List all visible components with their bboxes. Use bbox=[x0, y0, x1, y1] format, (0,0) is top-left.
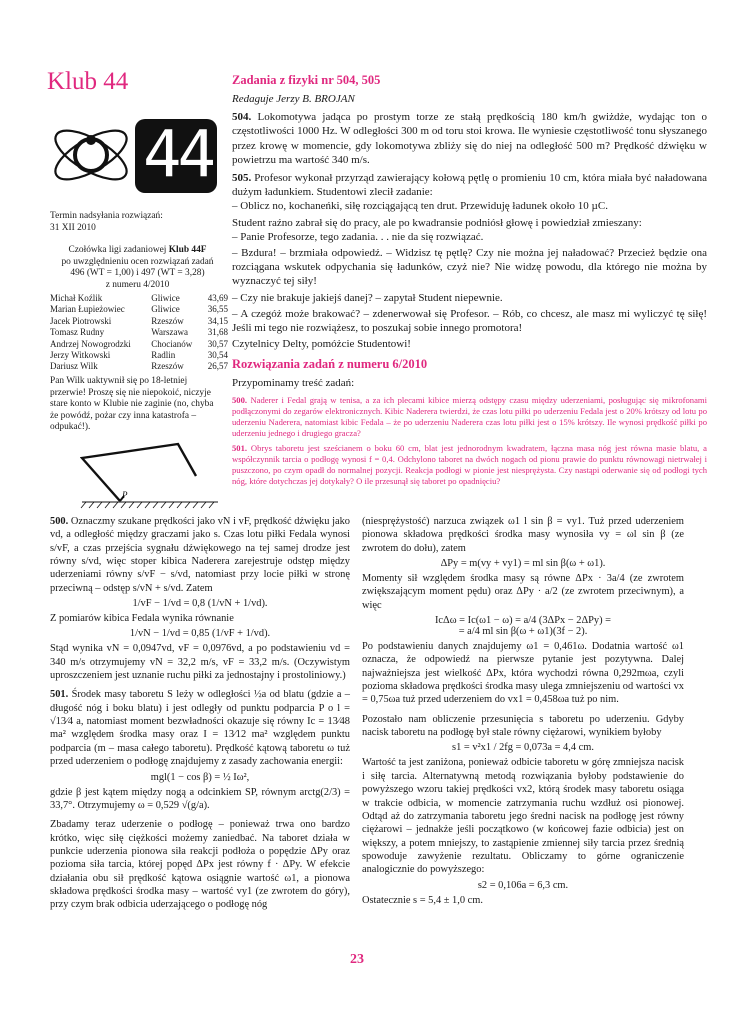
problems-heading: Zadania z fizyki nr 504, 505 bbox=[232, 73, 381, 87]
page-number: 23 bbox=[350, 952, 364, 967]
problem-505-line: – A czegóż może brakować? – zdenerwował się Profesor. – Rób, co chcesz, ale masz mi wyliczyć tę siłę! Jeśli mi tego nie rozwiążesz, to poszukaj sobie innego promotora! bbox=[232, 307, 707, 335]
answer-501-para3: Zbadamy teraz uderzenie o podłogę – ponieważ trwa ono bardzo krótko, więc siłę ciężkości możemy zaniedbać. Na taboret działa w punkcie uderzenia pionowa siła reakcji podłoża o popędzie ΔPy oraz pozioma siła tarcia, której popęd ΔPx jest równy f · ΔPy. W efekcie działania obu sił prędkość kątowa osiągnie wartość ω1, a pionowa składowa prędkości środka masy – wartość vy1 (ze zwrotem do góry), przy czym brak odbicia uderzającego o podłogę nóg bbox=[50, 819, 350, 911]
problem-505-line: – Panie Profesorze, tego zadania. . . nie da się rozwiązać. bbox=[232, 230, 484, 243]
answer-500-mid: Z pomiarów kibica Fedala wynika równanie bbox=[50, 613, 234, 625]
answer-500-para2: Stąd wynika vN = 0,0947vd, vF = 0,0976vd, a po podstawieniu vd = 340 m/s otrzymujemy vN = 32,2 m/s, vF = 33,2 m/s. (Oczywistym uproszczeniem jest uznanie ruchu piłki za jednostajny i prostoliniowy.) bbox=[50, 643, 350, 682]
deadline-date: 31 XII 2010 bbox=[50, 222, 96, 233]
equation: ΔPy = m(vy + vy1) = ml sin β(ω + ω1). bbox=[440, 558, 606, 570]
ranking-row bbox=[50, 339, 228, 350]
recall-500-number: 500. bbox=[232, 394, 248, 405]
deadline-block bbox=[50, 211, 225, 234]
logo-number: 44 bbox=[143, 118, 213, 192]
ranking-score: 36,55 bbox=[207, 304, 228, 315]
ranking-name: Jacek Piotrowski bbox=[50, 315, 112, 326]
ranking-name: Michał Koźlik bbox=[50, 293, 103, 303]
answer-501-para2: gdzie β jest kątem między nogą a odcinkiem SP, równym arctg(2/3) = 33,7°. Otrzymujemy ω = 0,529 √(g/a). bbox=[50, 786, 350, 811]
ranking-row bbox=[50, 350, 228, 361]
klub44-logo bbox=[49, 105, 224, 205]
answer-501-r4: Pozostało nam obliczenie przesunięcia s taboretu po uderzeniu. Gdyby nacisk taboretu na podłogę był stale równy ciężarowi, wynikiem byłoby bbox=[362, 713, 684, 739]
equation: = a/4 ml sin β(ω + ω1)(3f − 2). bbox=[458, 626, 588, 638]
recall-501-number: 501. bbox=[232, 442, 248, 453]
ranking-row bbox=[50, 293, 228, 304]
ranking-row bbox=[50, 304, 228, 315]
ranking-table bbox=[50, 293, 228, 373]
solution-left-column bbox=[50, 515, 350, 912]
league-intro bbox=[50, 245, 225, 291]
ranking-score: 43,69 bbox=[207, 293, 228, 303]
recall-500-text: Naderer i Fedal grają w tenisa, a za ich plecami kibice mierzą odstępy czasu między uderzeniami, posługując się mikrofonami podłączonymi do zegarów elektronicznych. Kibic Naderera twierdzi, że czas lotu piłki po uderzeniu Fedala jest o 20% krótszy od lotu po uderzeniu Naderera, natomiast kibic Fedala – że po uderzeniu Naderera czas lotu piłki jest o 15% krótszy. Ile wynosi prędkość piłki po uderzeniu jednego i drugiego gracza? bbox=[232, 394, 707, 438]
league-intro-line2: po uwzględnieniu ocen rozwiązań zadań bbox=[61, 256, 214, 267]
answer-501-r2: Momenty sił względem środka masy są równe ΔPx · 3a/4 (ze zwrotem zwiększającym moment pędu) oraz ΔPy · a/2 (ze zwrotem przeciwnym), a więc bbox=[362, 573, 684, 611]
ranking-row bbox=[50, 361, 228, 372]
league-intro-line4: z numeru 4/2010 bbox=[105, 279, 170, 290]
ranking-name: Tomasz Rudny bbox=[50, 327, 105, 338]
answer-501-final: Ostatecznie s = 5,4 ± 1,0 cm. bbox=[362, 894, 483, 906]
ranking-row bbox=[50, 327, 228, 338]
ranking-city: Chocianów bbox=[151, 338, 193, 349]
ranking-city: Radlin bbox=[151, 350, 176, 361]
league-note: Pan Wilk uaktywnił się po 18-letniej przerwie! Proszę się nie niepokoić, niczyje stare konto w Klubie nie zaginie (no, chyba że powódź, pożar czy inna katastrofa – odpukać!). bbox=[50, 376, 214, 432]
solution-right-column bbox=[362, 515, 684, 907]
problem-505-line: Student raźno zabrał się do pracy, ale po kwadransie podniósł głowę i powiedział zmieszany: bbox=[232, 216, 642, 229]
ranking-city: Gliwice bbox=[151, 304, 180, 315]
league-intro-line3: 496 (WT = 1,00) i 497 (WT = 3,28) bbox=[70, 268, 205, 278]
problem-505-number: 505. bbox=[232, 172, 252, 185]
ranking-score: 26,57 bbox=[207, 361, 228, 372]
answer-501-r5: Wartość ta jest zaniżona, ponieważ odbicie taboretu w górę zmniejsza nacisk i siłę tarcia. Alternatywną metodą rozwiązania byłoby podstawienie do powyższego wzoru takiej prędkości vx2, którą środek masy taboretu osiąga w trakcie odbicia, w momencie zatrzymania ruchu wzdłuż osi pionowej. Odtąd aż do zatrzymania taboretu jego średni nacisk na podłogę jest równy ciężarowi – jednakże jeśli początkowo (w końcowej fazie odbicia) jest on większy, a potem mniejszy, to zastąpienie zmiennej siły tarcia przez średnią spowoduje zawyżenie rezultatu. Obliczamy to górne ograniczenie analogicznie do powyższego: bbox=[362, 757, 684, 876]
page-title: Klub 44 bbox=[47, 68, 129, 95]
equation: mgl(1 − cos β) = ½ Iω², bbox=[150, 771, 250, 783]
ranking-city: Rzeszów bbox=[151, 315, 184, 326]
ranking-score: 30,57 bbox=[207, 338, 228, 349]
ranking-row bbox=[50, 316, 228, 327]
equation: s1 = v²x1 / 2fg = 0,073a = 4,4 cm. bbox=[452, 742, 594, 754]
answer-501-r3: Po podstawieniu danych znajdujemy ω1 = 0,461ω. Dodatnia wartość ω1 oznacza, że odpowiedź na pierwsze pytanie jest pozytywna. Dalej najważniejsza jest wielkość ΔPx, która wychodzi równa 0,292mωa, czyli pozioma składowa prędkości środka masy ulega zmniejszeniu od wartości vx = 0,75ωa tuż przed uderzeniem do vx1 = 0,458ωa tuż po nim. bbox=[362, 641, 684, 706]
ranking-city: Warszawa bbox=[151, 327, 188, 338]
ranking-city: Gliwice bbox=[151, 293, 180, 303]
ranking-name: Dariusz Wilk bbox=[50, 361, 98, 372]
problem-505-line: Czytelnicy Delty, pomóżcie Studentowi! bbox=[232, 338, 411, 351]
editor-line: Redaguje Jerzy B. BROJAN bbox=[232, 93, 355, 105]
problem-504-text: Lokomotywa jadąca po prostym torze ze stałą prędkością 180 km/h gwiżdże, wydając ton o częstotliwości 1000 Hz. W odległości 300 m od toru stoi krowa. Ile wyniesie częstotliwość tonu słyszanego przez krowę w momencie, gdy lokomotywa zbliży się do niej na odległość 500 m? Prędkość dźwięku w powietrzu ma wartość 340 m/s. bbox=[232, 111, 707, 166]
equation: 1/vF − 1/vd = 0,8 (1/vN + 1/vd). bbox=[132, 598, 268, 610]
answer-501-number: 501. bbox=[50, 689, 69, 701]
league-name: Klub 44F bbox=[168, 245, 207, 255]
ranking-name: Marian Łupieżowiec bbox=[50, 304, 125, 315]
problem-505-line: – Czy nie brakuje jakiejś danej? – zapytał Student niepewnie. bbox=[232, 291, 503, 304]
ranking-score: 34,15 bbox=[207, 315, 228, 326]
ranking-name: Jerzy Witkowski bbox=[50, 350, 111, 361]
answer-501-r1: (niesprężystość) narzuca związek ω1 l sin β = vy1. Tuż przed uderzeniem pionowa składowa prędkości środka masy wynosiła vy = ωl sin β (ze zwrotem do dołu), zatem bbox=[362, 516, 684, 554]
solutions-heading: Rozwiązania zadań z numeru 6/2010 bbox=[232, 357, 428, 372]
answer-500-para1: Oznaczmy szukane prędkości jako vN i vF, prędkość dźwięku jako vd, a odległość między graczami jako s. Czas lotu piłki Fedala wynosi s/vF, a czas przejścia sygnału dźwiękowego na tej samej drodze jest równy s/vd, więc stoper kibica Naderera zarejestruje odstęp między uderzeniami równy s/vF − s/vd, natomiast przy locie piłki w stronę przeciwną – odstęp s/vN + s/vd. Zatem bbox=[50, 516, 350, 594]
problems-section bbox=[232, 73, 707, 487]
ranking-score: 31,68 bbox=[207, 327, 228, 338]
answer-501-para1: Środek masy taboretu S leży w odległości ½a od blatu (gdzie a – długość nóg i boku blatu) i jest odległy od punktu podparcia P o l = √13⁄4 a, natomiast moment bezwładności okazuje się równy Ic = 13⁄48 ma² względem środka masy oraz I = 13⁄12 ma² względem punktu podparcia (m – masa całego taboretu). Prędkość kątową taboretu ω tuż przed uderzeniem o podłogę znajdujemy z zasady zachowania energii: bbox=[50, 689, 350, 768]
ranking-city: Rzeszów bbox=[151, 361, 184, 372]
deadline-label: Termin nadsyłania rozwiązań: bbox=[50, 211, 163, 221]
ranking-name: Andrzej Nowogrodzki bbox=[50, 338, 131, 349]
recall-501-text: Obrys taboretu jest sześcianem o boku 60 cm, blat jest jednorodnym kwadratem, łączna masa nóg jest równa masie blatu, a współczynnik tarcia o podłogę wynosi f = 0,4. Odchylono taboret na dwóch nogach od pionu prawie do punktu równowagi nietrwałej i puszczono, po czym opadł do normalnej pozycji. Reakcja podłogi w pionie jest niesprężysta. Czy nastąpi oderwanie się od podłogi tych nóg, które dotychczas jej dotykały? O ile przesunął się taboret po opadnięciu? bbox=[232, 442, 707, 486]
equation: IcΔω = Ic(ω1 − ω) = a/4 (3ΔPx − 2ΔPy) = bbox=[434, 615, 612, 627]
problem-504-number: 504. bbox=[232, 111, 252, 124]
league-intro-text: Czołówka ligi zadaniowej bbox=[68, 245, 167, 255]
answer-500-number: 500. bbox=[50, 516, 69, 527]
problem-505-line: Profesor wykonał przyrząd zawierający kołową pętlę o promieniu 10 cm, która miała być naładowana dużym ładunkiem. Studentowi zlecił zadanie: bbox=[232, 172, 708, 199]
stool-figure bbox=[80, 440, 220, 510]
point-p-label: P bbox=[122, 490, 128, 500]
equation: 1/vN − 1/vd = 0,85 (1/vF + 1/vd). bbox=[129, 628, 271, 640]
equation: s2 = 0,106a = 6,3 cm. bbox=[477, 879, 569, 891]
solutions-reminder: Przypominamy treść zadań: bbox=[232, 377, 355, 390]
problem-505-line: – Bzdura! – brzmiała odpowiedź. – Widzisz tę pętlę? Czy nie można jej naładować? Przecież będzie ona rozciągana wskutek odpychania się ładunków, czyż nie? Nie widzę powodu, dla którego nie można by wyznaczyć tej siły! bbox=[232, 247, 707, 288]
ranking-score: 30,54 bbox=[207, 350, 228, 361]
problem-505-line: – Oblicz no, kochaneńki, siłę rozciągającą ten drut. Przewiduję ładunek około 10 µC. bbox=[232, 200, 608, 213]
